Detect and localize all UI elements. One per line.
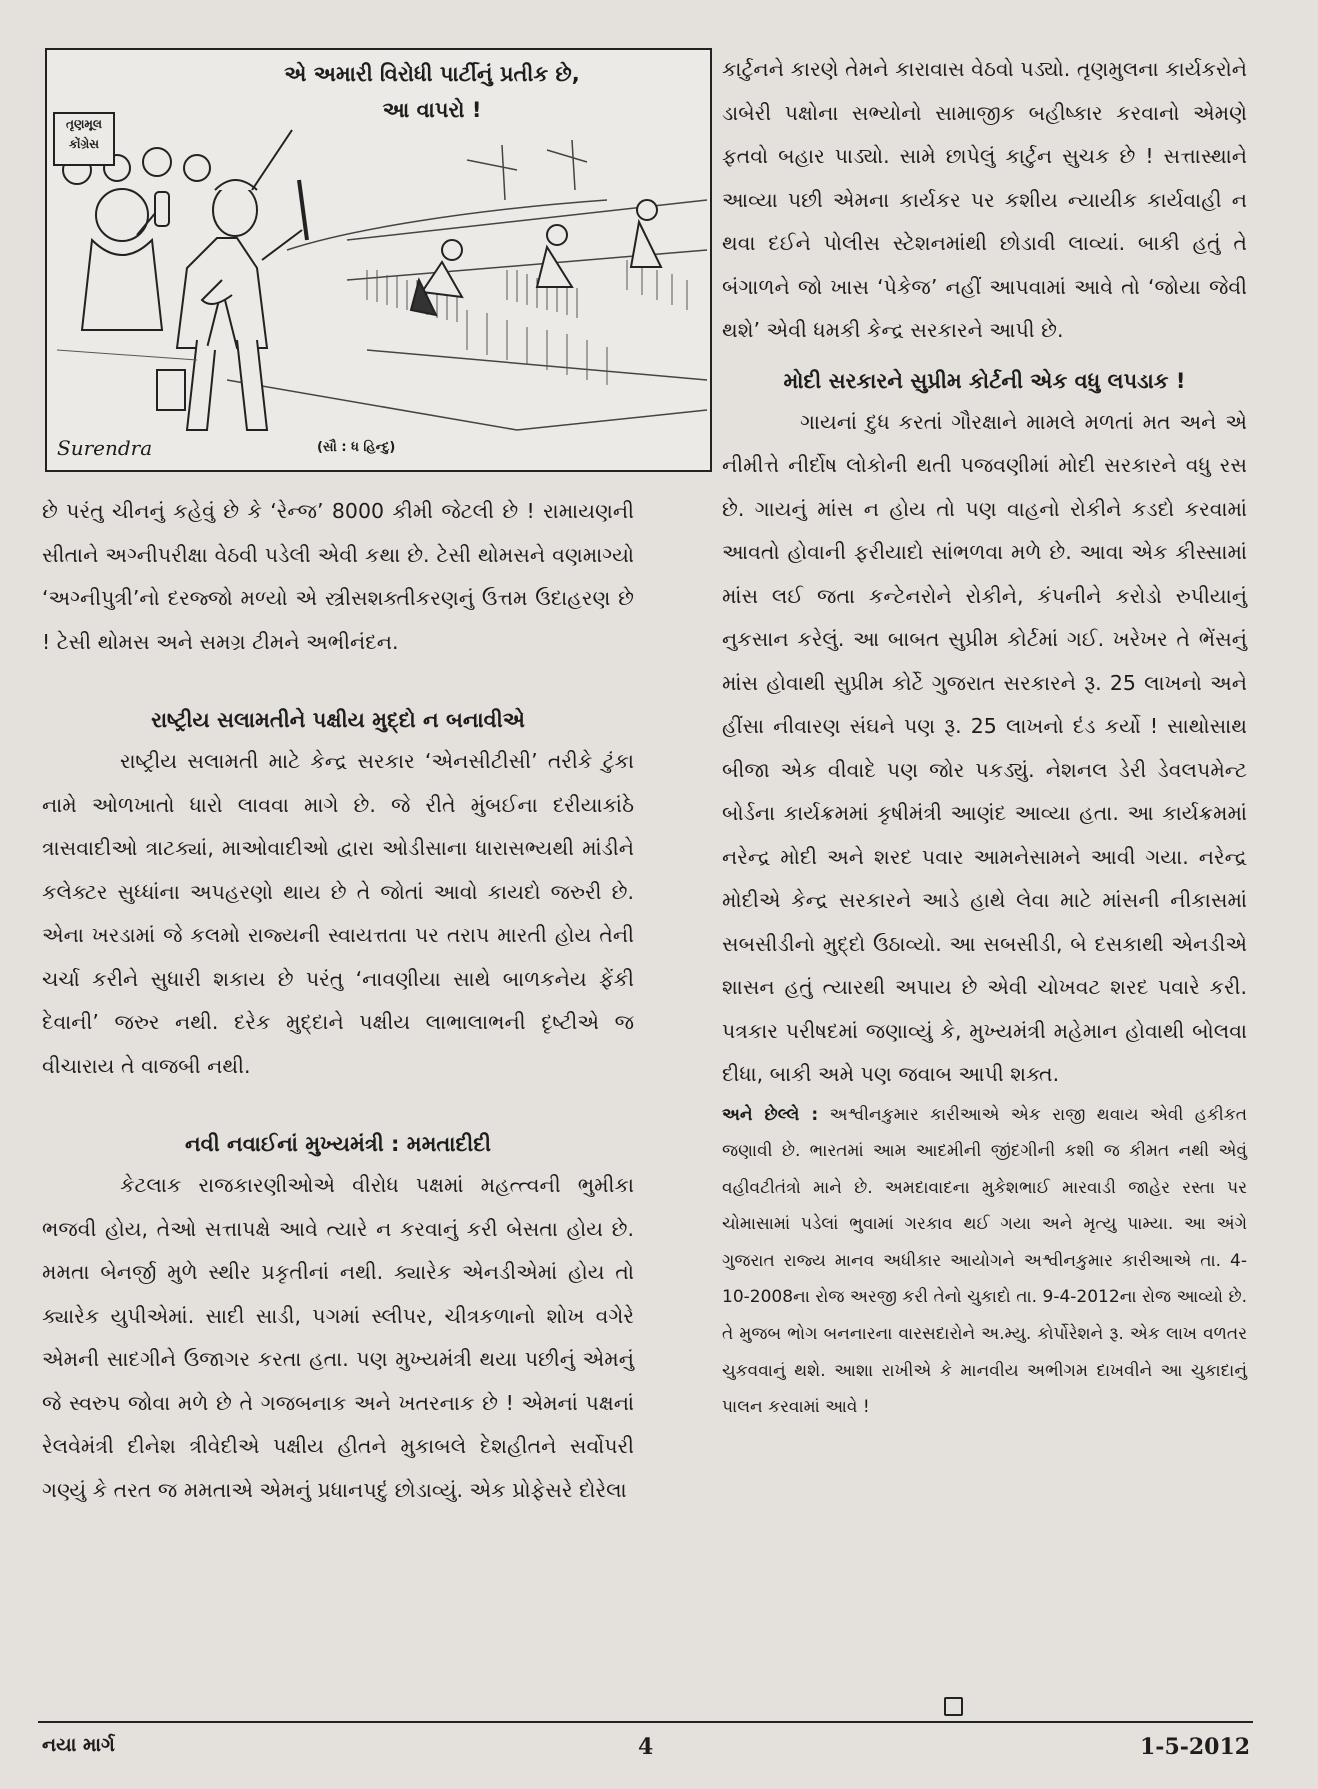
cartoon-caption: એ અમારી વિરોધી પાર્ટીનું પ્રતીક છે, આ વાપરો ! [284,62,580,122]
paragraph: છે પરંતુ ચીનનું કહેવું છે કે ‘રેન્જ’ 8000 કીમી જેટલી છે ! રામાયણની સીતાને અગ્નીપરીક્ષા વેઠવી પડેલી એવી કથા છે. ટેસી થોમસને વણમાગ્યો ‘અગ્નીપુત્રી’નો દરજ્જો મળ્યો એ સ્ત્રીસશક્તીકરણનું ઉત્તમ ઉદાહરણ છે ! ટેસી થોમસ અને સમગ્ર ટીમને અભીનંદન. [42,499,634,654]
paragraph: કેટલાક રાજકારણીઓએ વીરોધ પક્ષમાં મહત્ત્વની ભુમીકા ભજવી હોય, તેઓ સત્તાપક્ષે આવે ત્યારે ન કરવાનું કરી બેસતા હોય છે. મમતા બેનર્જી મુળે સ્થીર પ્રકૃતીનાં નથી. ક્યારેક એનડીએમાં હોય તો ક્યારેક યુપીએમાં. સાદી સાડી, પગમાં સ્લીપર, ચીત્રકળાનો શોખ વગેરે એમની સાદગીને ઉજાગર કરતા હતા. પણ મુખ્યમંત્રી થયા પછીનું એમનું જે સ્વરુપ જોવા મળે છે તે ગજબનાક અને ખતરનાક છે ! એમનાં પક્ષનાં રેલવેમંત્રી દીનેશ ત્રીવેદીએ પક્ષીય હીતને મુકાબલે દેશહીતને સર્વોપરી ગણ્યું કે તરત જ મમતાએ એમનું પ્રધાનપદું છોડાવ્યું. એક પ્રોફેસરે દોરેલા [42,1173,634,1502]
closing-note-lead: અને છેલ્લે : [722,1104,819,1125]
paragraph: રાષ્ટ્રીય સલામતી માટે કેન્દ્ર સરકાર ‘એનસીટીસી’ તરીકે ટુંકા નામે ઓળખાતો ધારો લાવવા માગે છે. જે રીતે મુંબઈના દરીયાકાંઠે ત્રાસવાદીઓ ત્રાટક્યાં, માઓવાદીઓ દ્વારા ઓડીસાના ધારાસભ્યથી માંડીને કલેક્ટર સુધ્ધાંના અપહરણો થાય છે તે જોતાં આવો કાયદો જરુરી છે. એના ખરડામાં જે કલમો રાજ્યની સ્વાયત્તતા પર તરાપ મારતી હોય તેની ચર્ચા કરીને સુધારી શકાય છે પરંતુ ‘નાવણીયા સાથે બાળકનેય ફેંકી દેવાની’ જરુર નથી. દરેક મુદ્દાને પક્ષીય લાભાલાભની દૃષ્ટીએ જ વીચારાય તે વાજબી નથી. [42,749,634,1078]
cartoonist-signature: Surendra [57,436,153,460]
closing-note [722,1097,1247,1426]
left-column [42,490,634,1512]
closing-note-text: અશ્વીનકુમાર કારીઆએ એક રાજી થવાય એવી હકીકત જણાવી છે. ભારતમાં આમ આદમીની જીંદગીની કશી જ કીમત નથી એવું વહીવટીતંત્રો માને છે. અમદાવાદના મુકેશભાઈ મારવાડી જાહેર રસ્તા પર ચોમાસામાં પડેલાં ભુવામાં ગરકાવ થઈ ગયા અને મૃત્યુ પામ્યા. આ અંગે ગુજરાત રાજ્ય માનવ અધીકાર આયોગને અશ્વીનકુમાર કારીઆએ તા. 4- 10-2008ના રોજ અરજી કરી તેનો ચુકાદો તા. 9-4-2012ના રોજ આવ્યો છે. તે મુજબ ભોગ બનનારના વારસદારોને અ.મ્યુ. કોર્પોરેશને રૂ. એક લાખ વળતર ચુકવવાનું થશે. આશા રાખીએ કે માનવીય અભીગમ દાખવીને આ ચુકાદાનું પાલન કરવામાં આવે ! [722,1104,1248,1418]
paragraph: કાર્ટુનને કારણે તેમને કારાવાસ વેઠવો પડ્યો. તૃણમુલના કાર્યકરોને ડાબેરી પક્ષોના સભ્યોનો સામાજીક બહીષ્કાર કરવાનો એમણે ફતવો બહાર પાડ્યો. સામે છાપેલું કાર્ટુન સુચક છે ! સત્તાસ્થાને આવ્યા પછી એમના કાર્યકર પર કશીય ન્યાયીક કાર્યવાહી ન થવા દઈને પોલીસ સ્ટેશનમાંથી છોડાવી લાવ્યાં. બાકી હતું તે બંગાળને જો ખાસ ‘પેકેજ’ નહીં આપવામાં આવે તો ‘જોયા જેવી થશે’ એવી ધમકી કેન્દ્ર સરકારને આપી છે. [722,57,1247,342]
paragraph: ગાયનાં દુધ કરતાં ગૌરક્ષાને મામલે મળતાં મત અને એ નીમીત્તે નીર્દોષ લોકોની થતી પજવણીમાં મોદી સરકારને વધુ રસ છે. ગાયનું માંસ ન હોય તો પણ વાહનો રોકીને કડદો કરવામાં આવતો હોવાની ફરીયાદો સાંભળવા મળે છે. આવા એક કીસ્સામાં માંસ લઈ જતા કન્ટેનરોને રોકીને, કંપનીને કરોડો રુપીયાનું નુકસાન કરેલું. આ બાબત સુપ્રીમ કોર્ટમાં ગઈ. ખરેખર તે ભેંસનું માંસ હોવાથી સુપ્રીમ કોર્ટે ગુજરાત સરકારને રૂ. 25 લાખનો અને હીંસા નીવારણ સંઘને પણ રૂ. 25 લાખનો દંડ કર્યો ! સાથોસાથ બીજા એક વીવાદે પણ જોર પકડ્યું. નેશનલ ડેરી ડેવલપમેન્ટ બોર્ડના કાર્યક્રમમાં કૃષીમંત્રી આણંદ આવ્યા હતા. આ કાર્યક્રમમાં નરેન્દ્ર મોદી અને શરદ પવાર આમનેસામને આવી ગયા. નરેન્દ્ર મોદીએ કેન્દ્ર સરકારને આડે હાથે લેવા માટે માંસની નીકાસમાં સબસીડીનો મુદ્દો ઉઠાવ્યો. આ સબસીડી, બે દસકાથી એનડીએ શાસન હતું ત્યારથી અપાય છે એવી ચોખવટ શરદ પવારે કરી. પત્રકાર પરીષદમાં જણાવ્યું કે, મુખ્યમંત્રી મહેમાન હોવાથી બોલવા દીધા, બાકી અમે પણ જવાબ આપી શક્ત. [722,409,1247,1086]
page-number: 4 [638,1734,654,1760]
right-column [722,48,1247,1426]
issue-date: 1-5-2012 [1140,1734,1251,1760]
publication-name: નયા માર્ગ [42,1734,115,1756]
end-mark-icon [944,1697,963,1716]
political-cartoon [45,48,712,472]
section-heading: રાષ્ટ્રીય સલામતીને પક્ષીય મુદ્દો ન બનાવીએ [151,708,525,732]
section-heading: નવી નવાઈનાં મુખ્યમંત્રી : મમતાદીદી [185,1132,491,1156]
footer-divider [38,1721,1253,1723]
cartoon-sign: તૃણમૂલ કોંગ્રેસ [53,112,115,166]
section-heading: મોદી સરકારને સુપ્રીમ કોર્ટની એક વધુ લપડાક ! [783,368,1186,393]
cartoon-credit: (સૌ : ધ હિન્દુ) [317,440,396,455]
